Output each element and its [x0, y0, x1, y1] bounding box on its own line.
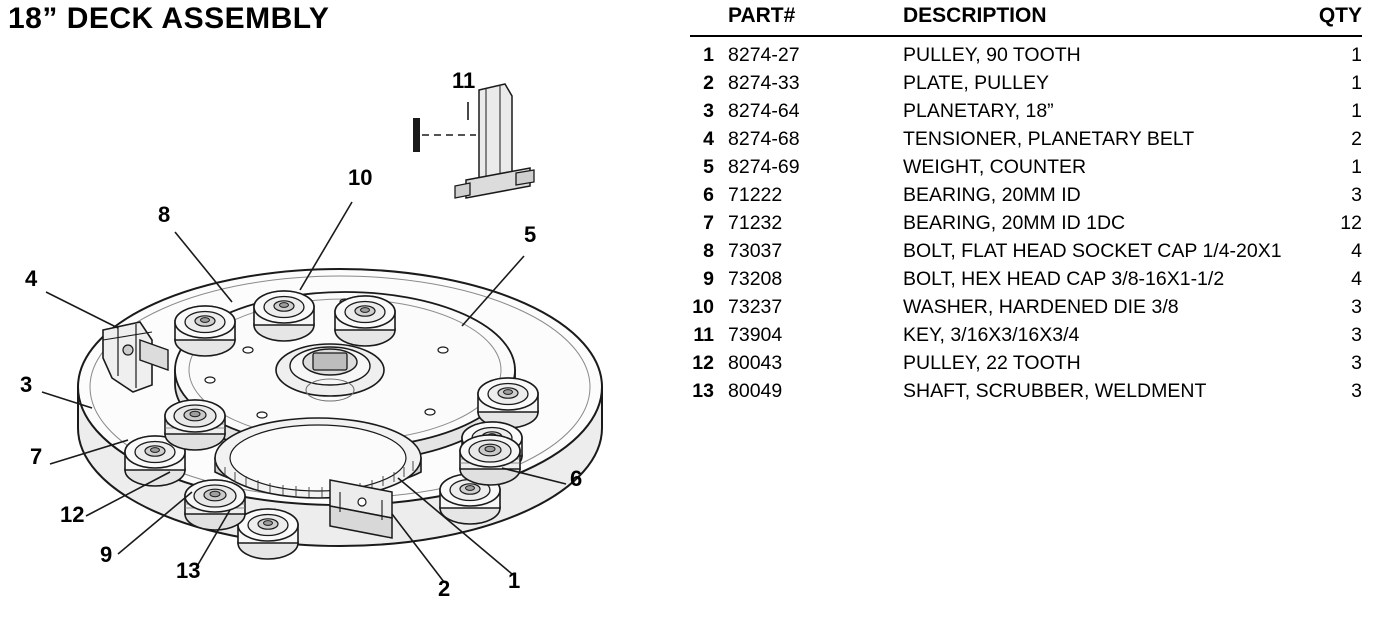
pulley-90-tooth: [215, 418, 421, 498]
page-title: 18” DECK ASSEMBLY: [8, 2, 330, 35]
cell-item: 4: [703, 128, 714, 150]
table-row: [690, 378, 1362, 406]
callout-12: 12: [60, 502, 85, 527]
cell-qty: 3: [1351, 324, 1362, 346]
assembly-illustration: [0, 40, 680, 619]
cell-description: PLANETARY, 18”: [903, 100, 1054, 122]
cell-item: 3: [703, 100, 714, 122]
cell-qty: 1: [1351, 156, 1362, 178]
bearing-20mm-id: [335, 296, 395, 346]
callout-9: 9: [100, 542, 113, 567]
cell-part: 80043: [728, 352, 783, 374]
cell-part: 8274-33: [728, 72, 800, 94]
bearing-20mm-id-1dc: [238, 509, 298, 559]
callout-7: 7: [30, 444, 43, 469]
cell-qty: 3: [1351, 296, 1362, 318]
table-row: [690, 210, 1362, 238]
cell-part: 8274-69: [728, 156, 800, 178]
column-header-item: [690, 4, 728, 36]
column-header-description: DESCRIPTION: [903, 4, 1304, 36]
cell-description: BEARING, 20MM ID 1DC: [903, 212, 1126, 234]
callout-1: 1: [508, 568, 521, 593]
table-row: [690, 98, 1362, 126]
callout-3: 3: [20, 372, 33, 397]
table-row: [690, 294, 1362, 322]
cell-qty: 4: [1351, 240, 1362, 262]
cell-part: 8274-64: [728, 100, 800, 122]
cell-description: WEIGHT, COUNTER: [903, 156, 1087, 178]
cell-description: SHAFT, SCRUBBER, WELDMENT: [903, 380, 1207, 402]
cell-description: TENSIONER, PLANETARY BELT: [903, 128, 1195, 150]
table-row: [690, 322, 1362, 350]
table-row: [690, 182, 1362, 210]
parts-table: [690, 4, 1362, 406]
cell-item: 12: [692, 352, 714, 374]
cell-qty: 4: [1351, 268, 1362, 290]
cell-item: 11: [693, 324, 714, 346]
pulley-22-tooth: [185, 480, 245, 530]
cell-qty: 3: [1351, 380, 1362, 402]
cell-item: 10: [692, 296, 714, 318]
bearing-20mm-id: [254, 291, 314, 341]
callout-11: 11: [452, 68, 476, 93]
table-row: [690, 350, 1362, 378]
table-row: [690, 266, 1362, 294]
key-detail: [413, 84, 534, 198]
bearing-20mm-id-1dc: [175, 306, 235, 356]
callout-8: 8: [158, 202, 171, 227]
pulley-22-tooth: [165, 400, 225, 450]
cell-item: 13: [692, 380, 714, 402]
callout-2: 2: [438, 576, 451, 601]
cell-part: 8274-68: [728, 128, 800, 150]
table-row: [690, 154, 1362, 182]
table-row: [690, 70, 1362, 98]
cell-qty: 12: [1340, 212, 1362, 234]
cell-qty: 2: [1351, 128, 1362, 150]
cell-item: 9: [703, 268, 714, 290]
callout-13: 13: [176, 558, 201, 583]
cell-part: 8274-27: [728, 44, 800, 66]
cell-description: KEY, 3/16X3/16X3/4: [903, 324, 1080, 346]
cell-qty: 3: [1351, 352, 1362, 374]
key-3-16: [413, 118, 420, 152]
cell-part: 73237: [728, 296, 783, 318]
deck-assembly-drawing: [0, 40, 680, 619]
callout-5: 5: [524, 222, 537, 247]
column-header-qty: QTY: [1304, 4, 1362, 36]
callout-10: 10: [348, 165, 373, 190]
cell-qty: 1: [1351, 72, 1362, 94]
cell-item: 8: [703, 240, 714, 262]
cell-description: WASHER, HARDENED DIE 3/8: [903, 296, 1179, 318]
cell-qty: 3: [1351, 184, 1362, 206]
pulley-22-tooth: [460, 435, 520, 485]
cell-item: 2: [703, 72, 714, 94]
cell-description: PULLEY, 22 TOOTH: [903, 352, 1081, 374]
table-row: [690, 238, 1362, 266]
cell-part: 73037: [728, 240, 783, 262]
cell-part: 80049: [728, 380, 783, 402]
cell-part: 71232: [728, 212, 783, 234]
cell-description: BEARING, 20MM ID: [903, 184, 1081, 206]
column-header-part: PART#: [728, 4, 903, 36]
cell-qty: 1: [1351, 44, 1362, 66]
bearing-20mm-id-1dc: [478, 378, 538, 428]
cell-item: 1: [703, 44, 714, 66]
callout-4: 4: [25, 266, 38, 291]
cell-item: 5: [703, 156, 714, 178]
cell-description: BOLT, FLAT HEAD SOCKET CAP 1/4-20X1: [903, 240, 1282, 262]
cell-description: PULLEY, 90 TOOTH: [903, 44, 1081, 66]
cell-part: 73208: [728, 268, 783, 290]
cell-item: 7: [703, 212, 714, 234]
table-header-row: [690, 4, 1362, 36]
table-row: [690, 36, 1362, 70]
cell-item: 6: [703, 184, 714, 206]
table-row: [690, 126, 1362, 154]
cell-description: BOLT, HEX HEAD CAP 3/8-16X1-1/2: [903, 268, 1225, 290]
callout-6: 6: [570, 466, 583, 491]
cell-part: 71222: [728, 184, 783, 206]
cell-description: PLATE, PULLEY: [903, 72, 1049, 94]
cell-qty: 1: [1351, 100, 1362, 122]
cell-part: 73904: [728, 324, 783, 346]
